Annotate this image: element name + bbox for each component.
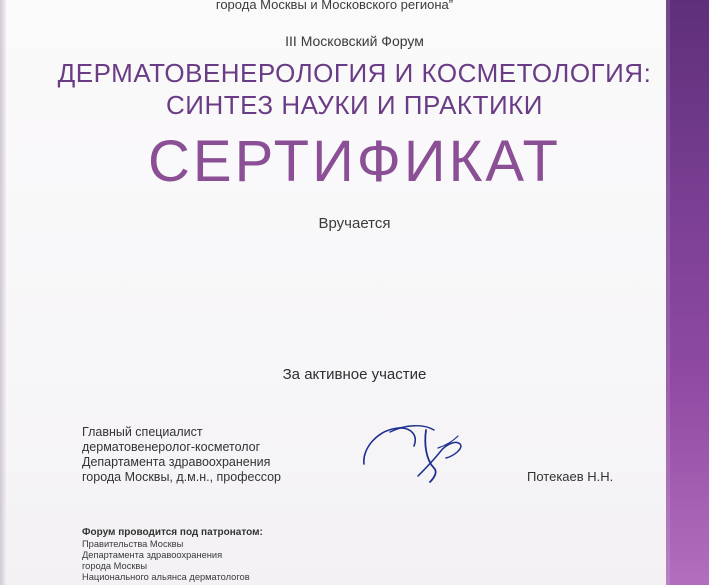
handwritten-signature [360, 418, 470, 486]
signatory-line: города Москвы, д.м.н., профессор [82, 470, 281, 484]
signatory-line: Главный специалист [82, 425, 203, 439]
signatory-line: Департамента здравоохранения [82, 455, 271, 469]
header-top-line [0, 0, 709, 12]
signatory-credentials [82, 425, 281, 485]
awarded-to-label: Вручается [318, 215, 391, 232]
patronage-title: Форум проводится под патронатом: [82, 527, 263, 538]
header-top-line-text: города Москвы и Московского региона” [215, 0, 454, 12]
certificate-heading: СЕРТИФИКАТ [148, 129, 561, 194]
forum-title-line-2: СИНТЕЗ НАУКИ И ПРАКТИКИ [166, 90, 543, 120]
signatory-name: Потекаев Н.Н. [527, 469, 614, 484]
forum-title-line-1: ДЕРМАТОВЕНЕРОЛОГИЯ И КОСМЕТОЛОГИЯ: [57, 58, 652, 88]
patronage-item: Департамента здравоохранения [82, 550, 223, 560]
forum-name: III Московский Форум [285, 33, 424, 49]
patronage-item: Национального альянса дерматологов [82, 572, 250, 582]
patronage-item: города Москвы [82, 561, 148, 571]
award-reason: За активное участие [282, 366, 427, 383]
patronage-item: Правительства Москвы [82, 539, 184, 549]
signatory-line: дерматовенеролог-косметолог [82, 440, 261, 454]
patronage-list [82, 539, 250, 583]
